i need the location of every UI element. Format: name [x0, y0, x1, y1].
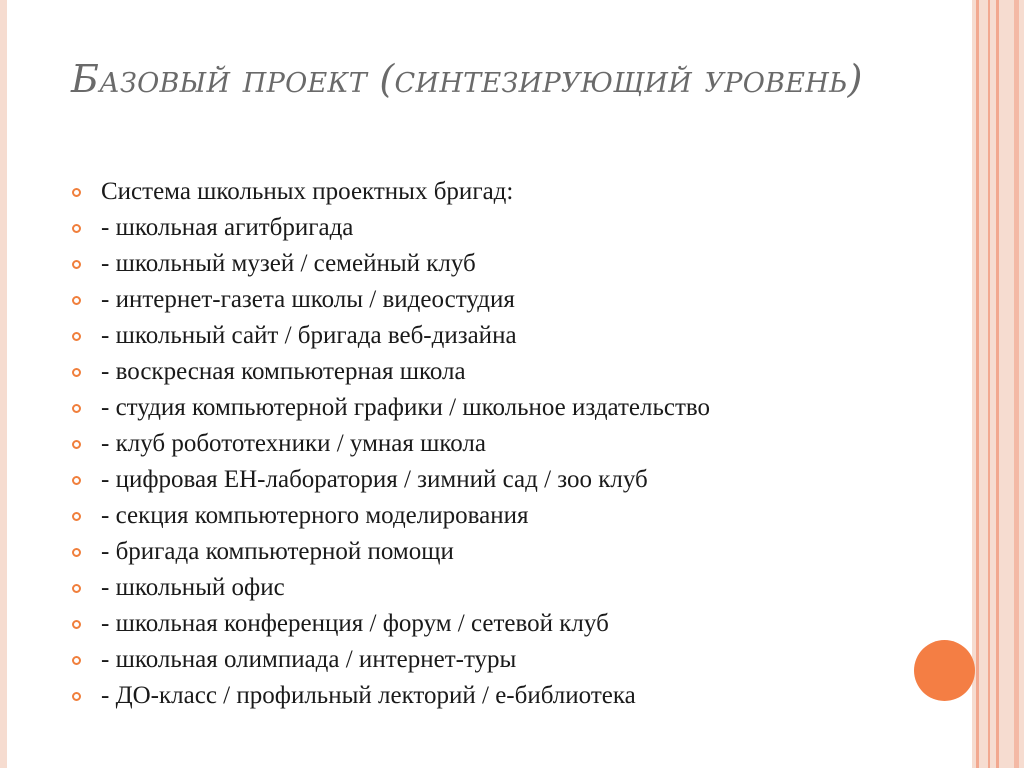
list-item — [71, 249, 891, 278]
list-item-text: Система школьных проектных бригад: — [101, 178, 514, 205]
bullet-list — [71, 177, 891, 717]
bullet-icon — [72, 620, 81, 629]
list-item-text: - цифровая ЕН-лаборатория / зимний сад / зоо клуб — [101, 466, 648, 493]
bullet-icon — [72, 404, 81, 413]
bullet-icon — [72, 368, 81, 377]
list-item-text: - школьная олимпиада / интернет-туры — [101, 646, 517, 673]
list-item — [71, 501, 891, 530]
bullet-icon — [72, 692, 81, 701]
list-item — [71, 177, 891, 206]
list-item — [71, 609, 891, 638]
bullet-icon — [72, 476, 81, 485]
bullet-icon — [72, 548, 81, 557]
list-item — [71, 357, 891, 386]
list-item — [71, 645, 891, 674]
orange-circle-decoration — [914, 640, 975, 701]
bullet-icon — [72, 332, 81, 341]
list-item — [71, 681, 891, 710]
list-item-text: - секция компьютерного моделирования — [101, 502, 529, 529]
list-item — [71, 285, 891, 314]
bullet-icon — [72, 260, 81, 269]
slide-title: Базовый проект (синтезирующий уровень) — [71, 57, 863, 101]
list-item — [71, 537, 891, 566]
decorative-stripe — [976, 0, 979, 768]
list-item-text: - школьная конференция / форум / сетевой клуб — [101, 610, 609, 637]
bullet-icon — [72, 512, 81, 521]
decorative-stripe — [1014, 0, 1019, 768]
bullet-icon — [72, 224, 81, 233]
list-item-text: - ДО-класс / профильный лекторий / е-библиотека — [101, 682, 636, 709]
bullet-icon — [72, 296, 81, 305]
decorative-stripe — [988, 0, 990, 768]
list-item — [71, 573, 891, 602]
slide-panel — [7, 0, 972, 768]
bullet-icon — [72, 656, 81, 665]
bullet-icon — [72, 584, 81, 593]
list-item — [71, 213, 891, 242]
list-item-text: - школьный сайт / бригада веб-дизайна — [101, 322, 517, 349]
list-item-text: - интернет-газета школы / видеостудия — [101, 286, 515, 313]
list-item-text: - школьный музей / семейный клуб — [101, 250, 476, 277]
list-item — [71, 429, 891, 458]
list-item-text: - школьная агитбригада — [101, 214, 354, 241]
list-item-text: - клуб робототехники / умная школа — [101, 430, 486, 457]
list-item-text: - бригада компьютерной помощи — [101, 538, 454, 565]
list-item-text: - воскресная компьютерная школа — [101, 358, 466, 385]
list-item-text: - студия компьютерной графики / школьное издательство — [101, 394, 711, 421]
list-item — [71, 393, 891, 422]
bullet-icon — [72, 440, 81, 449]
list-item — [71, 465, 891, 494]
decorative-stripe — [996, 0, 999, 768]
list-item — [71, 321, 891, 350]
bullet-icon — [72, 188, 81, 197]
list-item-text: - школьный офис — [101, 574, 285, 601]
